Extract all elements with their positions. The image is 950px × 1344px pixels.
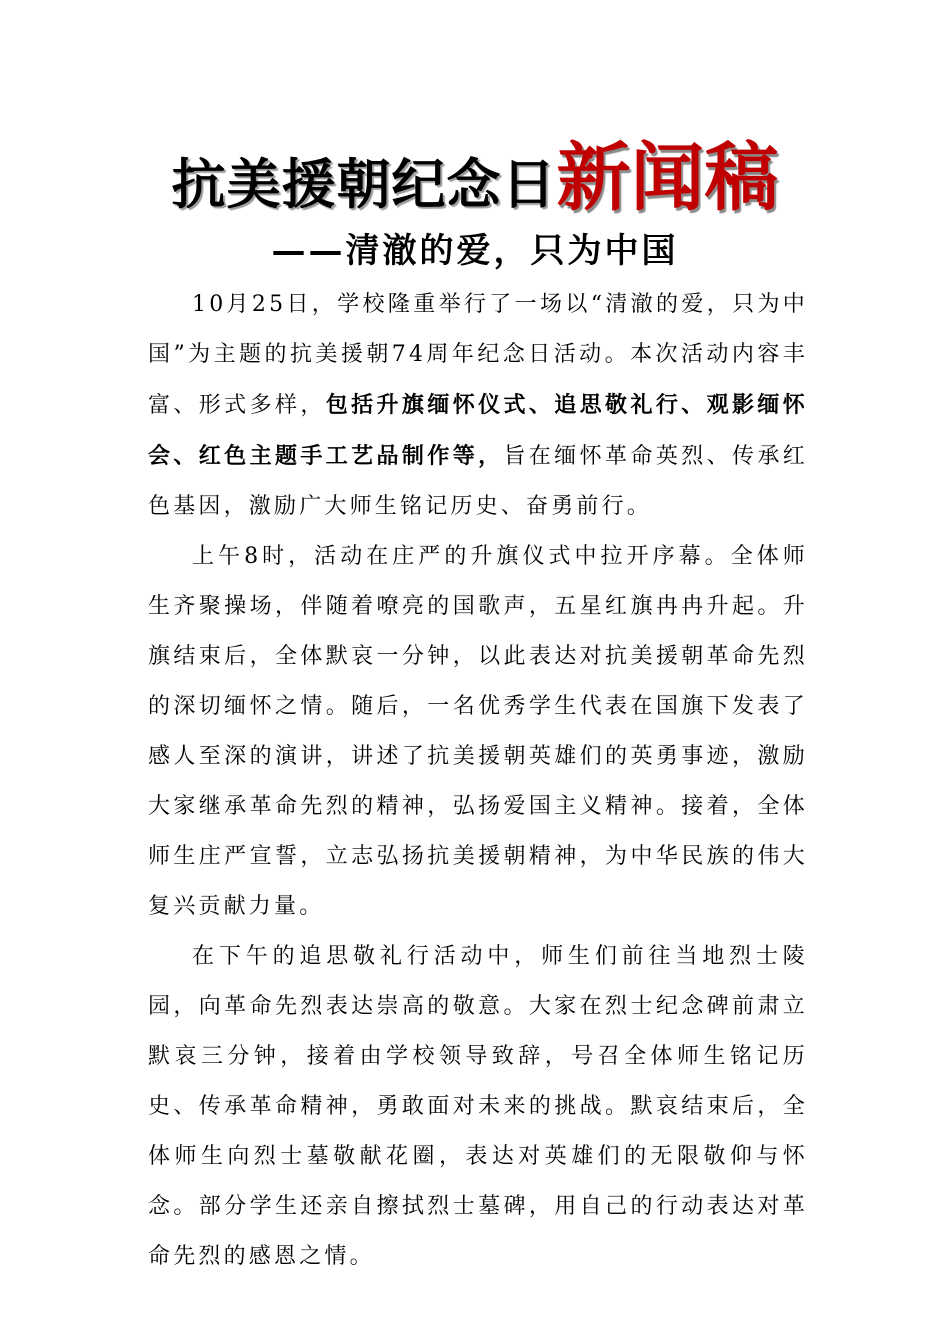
paragraph-1 [148,280,808,532]
paragraph-1-lead: 10月25日，学校隆重举行了一场以“清澈的爱，只为中国”为主题的抗美援朝74周年纪念日活动。本次活动内容丰富、形式多样， [148,292,808,418]
paragraph-1-tail: 旨在缅怀革命英烈、传承红色基因，激励广大师生铭记历史、奋勇前行。 [148,444,808,519]
title-main: 抗美援朝纪念日 [171,152,557,216]
paragraph-2: 上午8时，活动在庄严的升旗仪式中拉开序幕。全体师生齐聚操场，伴随着嘹亮的国歌声，五星红旗冉冉升起。升旗结束后，全体默哀一分钟，以此表达对抗美援朝革命先烈的深切缅怀之情。随后，一名优秀学生代表在国旗下发表了感人至深的演讲，讲述了抗美援朝英雄们的英勇事迹，激励大家继承革命先烈的精神，弘扬爱国主义精神。接着，全体师生庄严宣誓，立志弘扬抗美援朝精神，为中华民族的伟大复兴贡献力量。 [148,544,808,919]
page-subtitle: ——清澈的爱，只为中国 [271,231,679,271]
title-highlight: 新闻稿 [556,135,779,221]
article-body [148,280,808,1282]
paragraph-3: 在下午的追思敬礼行活动中，师生们前往当地烈士陵园，向革命先烈表达崇高的敬意。大家在烈士纪念碑前肃立默哀三分钟，接着由学校领导致辞，号召全体师生铭记历史、传承革命精神，勇敢面对未来的挑战。默哀结束后，全体师生向烈士墓敬献花圈，表达对英雄们的无限敬仰与怀念。部分学生还亲自擦拭烈士墓碑，用自己的行动表达对革命先烈的感恩之情。 [148,944,808,1269]
paragraph-1-emphasis: 包括升旗缅怀仪式、追思敬礼行、观影缅怀会、红色主题手工艺品制作等， [148,392,808,469]
